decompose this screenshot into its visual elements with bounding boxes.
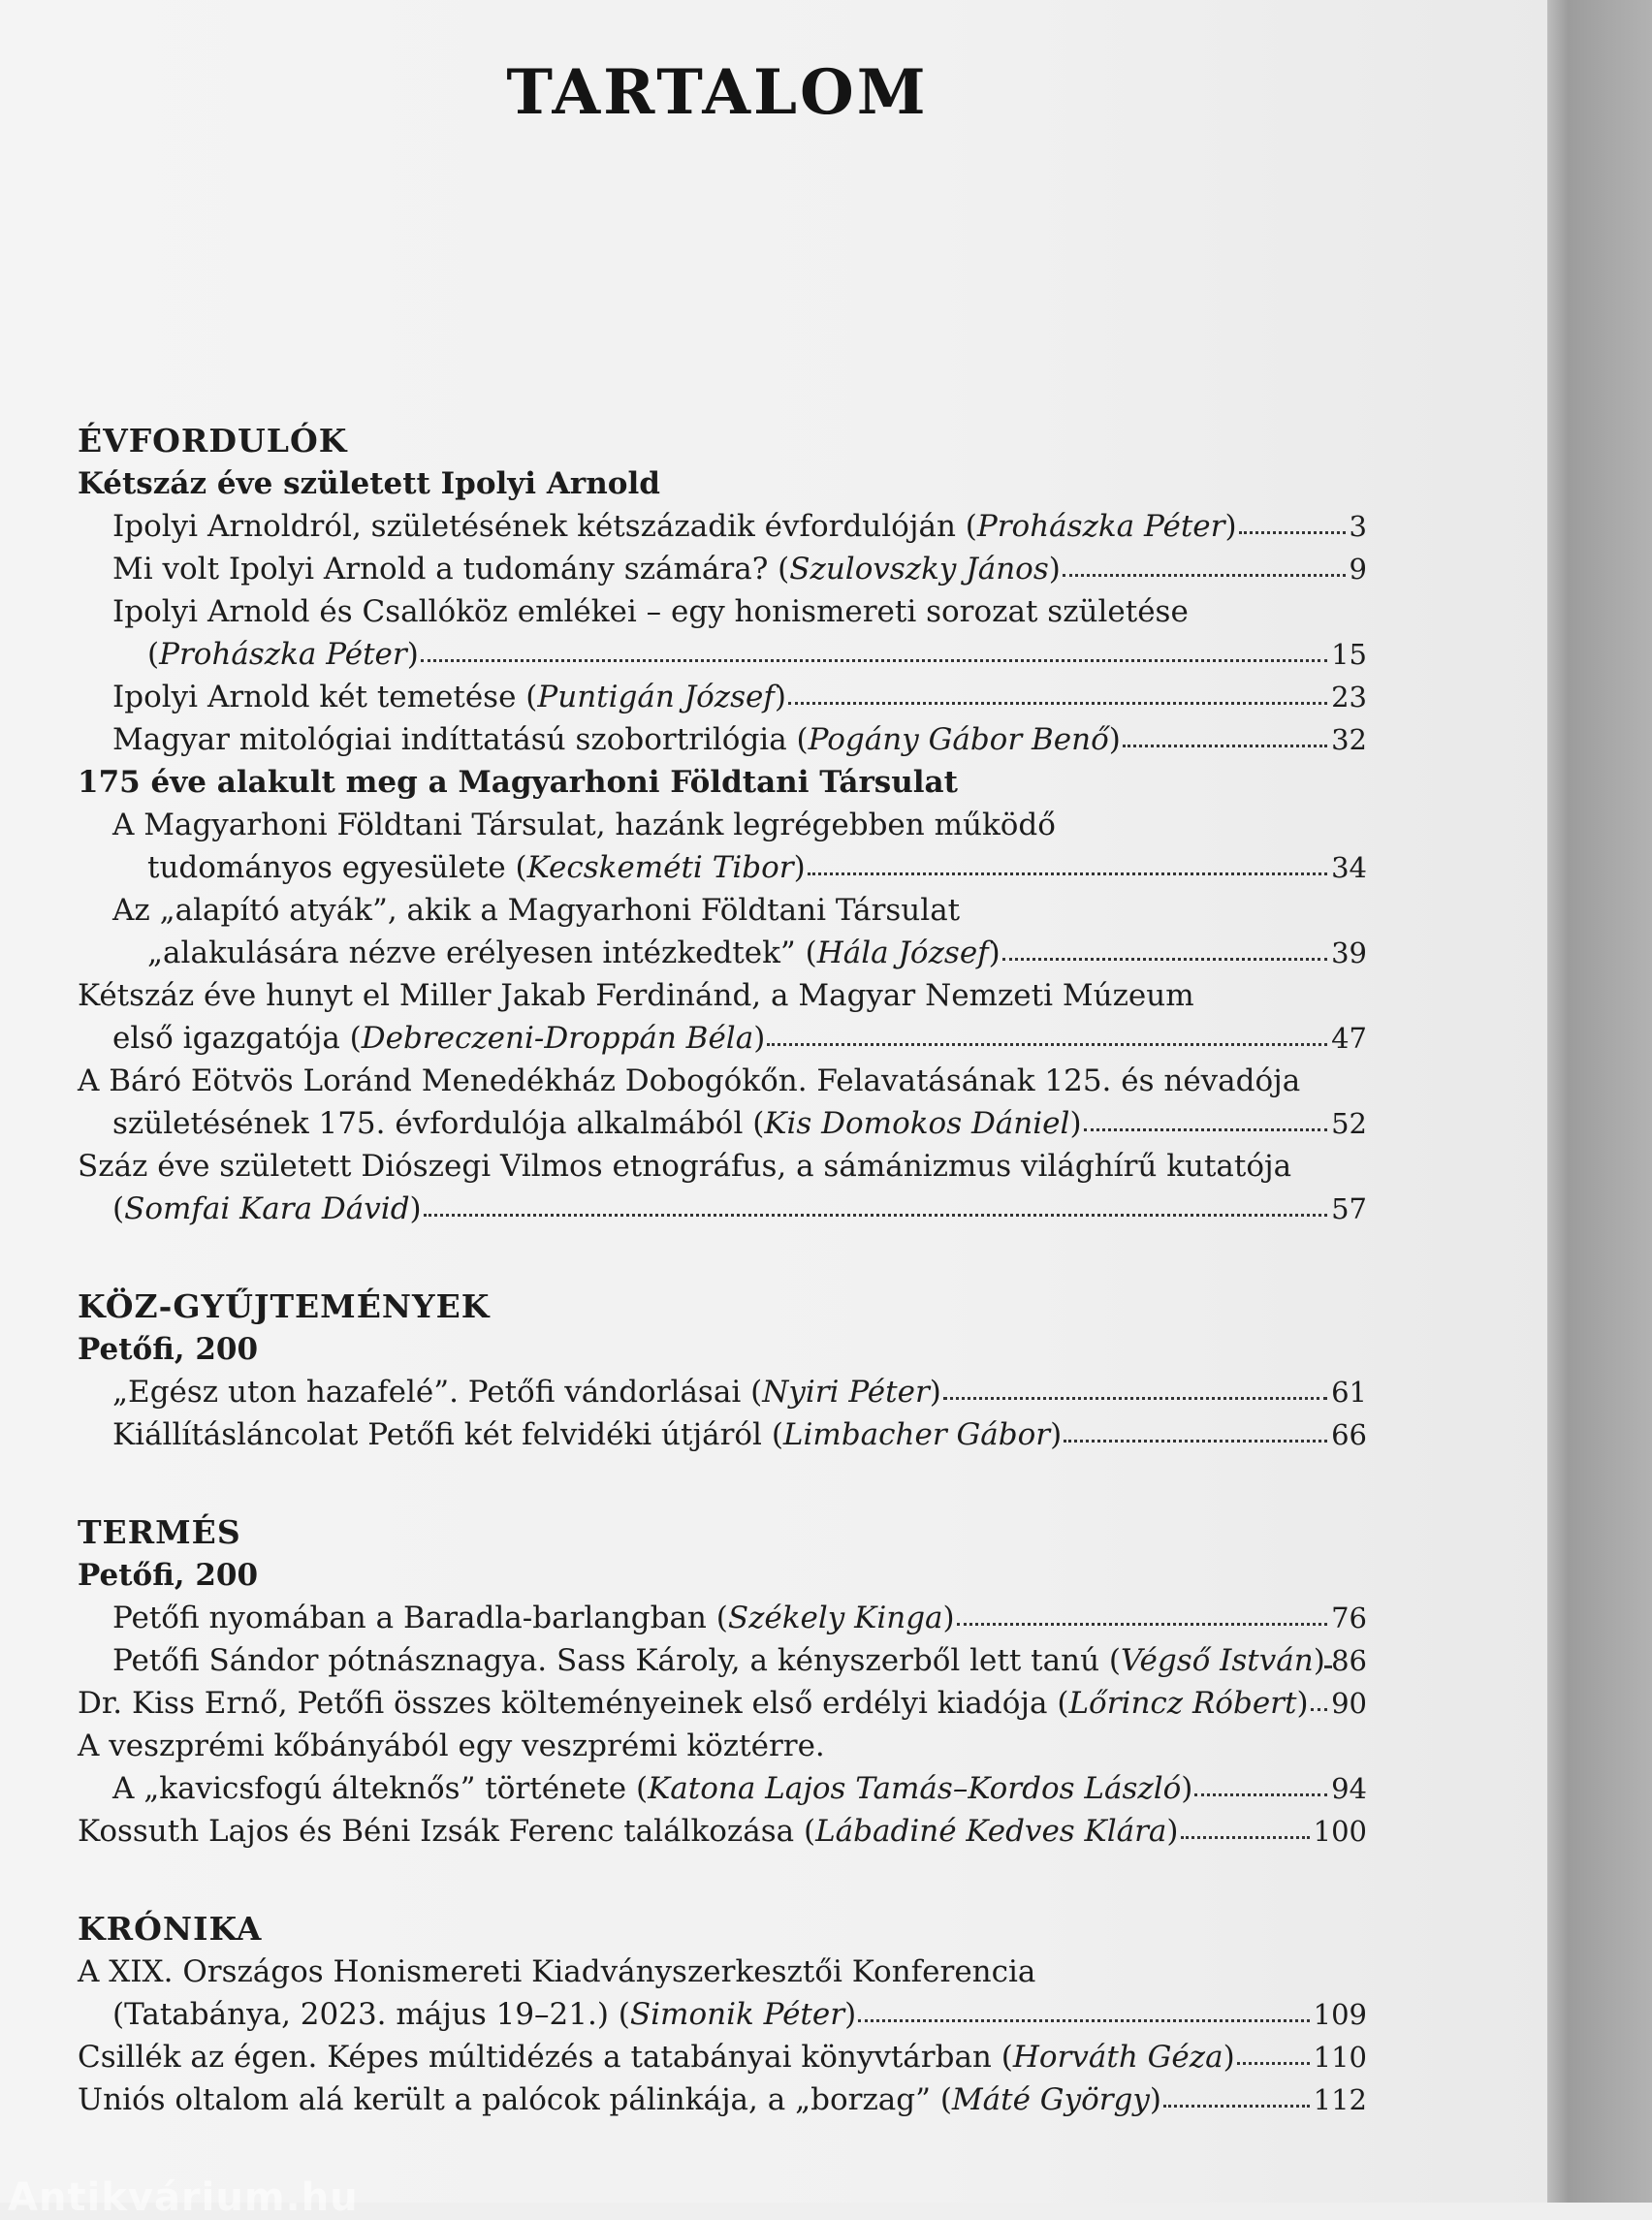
dot-leader	[1237, 2043, 1310, 2065]
entry-author: Végső István	[1121, 1643, 1314, 1678]
toc-entry[interactable]	[78, 1810, 1367, 1853]
page-number: 66	[1331, 1413, 1367, 1456]
entry-title-continuation: tudományos egyesülete (	[147, 850, 527, 885]
section-gap	[78, 1853, 1367, 1907]
closing-paren: )	[794, 850, 806, 885]
toc-entry[interactable]	[78, 1371, 1367, 1413]
page-number: 109	[1314, 1993, 1367, 2036]
dot-leader	[858, 2000, 1309, 2022]
closing-paren: )	[1050, 1417, 1062, 1452]
toc-entry[interactable]	[78, 804, 1367, 889]
page-number: 90	[1331, 1682, 1367, 1725]
dot-leader	[943, 1378, 1327, 1400]
entry-title: „Egész uton hazafelé”. Petőfi vándorlásai (	[112, 1375, 762, 1410]
entry-title: Dr. Kiss Ernő, Petőfi összes költeményeinek első erdélyi kiadója (	[78, 1686, 1068, 1721]
entry-title-continuation: első igazgatója (	[112, 1021, 362, 1056]
entry-title: A Báró Eötvös Loránd Menedékház Dobogókőn. Felavatásának 125. és névadója	[78, 1060, 1367, 1102]
entry-author: Hála József	[817, 936, 989, 970]
entry-title: Ipolyi Arnold és Csallóköz emlékei – egy honismereti sorozat születése	[78, 590, 1367, 633]
entry-author: Nyiri Péter	[762, 1375, 930, 1410]
entry-author: Kis Domokos Dániel	[764, 1106, 1069, 1141]
subsection-heading: 175 éve alakult meg a Magyarhoni Földtani Társulat	[78, 761, 1367, 804]
entry-title-continuation: születésének 175. évfordulója alkalmából (	[112, 1106, 764, 1141]
entry-text	[112, 1413, 1062, 1456]
entry-title-continuation: (	[147, 637, 159, 672]
dot-leader	[788, 682, 1327, 705]
entry-title: Kiállításláncolat Petőfi két felvidéki útjáról (	[112, 1417, 783, 1452]
entry-title: Kétszáz éve hunyt el Miller Jakab Ferdinánd, a Magyar Nemzeti Múzeum	[78, 974, 1367, 1017]
page-number: 61	[1331, 1371, 1367, 1413]
entry-author: Lőrincz Róbert	[1068, 1686, 1296, 1721]
entry-text	[147, 846, 806, 889]
toc-entry[interactable]	[78, 1682, 1367, 1725]
dot-leader	[1163, 2085, 1310, 2108]
closing-paren: )	[1109, 722, 1121, 757]
closing-paren: )	[1224, 509, 1236, 544]
entry-text	[147, 932, 1001, 974]
toc-entry[interactable]	[78, 718, 1367, 761]
closing-paren: )	[844, 1997, 856, 2032]
page-number: 110	[1314, 2036, 1367, 2078]
entry-author: Limbacher Gábor	[783, 1417, 1050, 1452]
entry-title: A XIX. Országos Honismereti Kiadványszerkesztői Konferencia	[78, 1950, 1367, 1993]
entry-text	[112, 1371, 941, 1413]
closing-paren: )	[410, 1191, 422, 1226]
closing-paren: )	[1181, 1771, 1192, 1806]
toc-entry[interactable]	[78, 590, 1367, 676]
page-number: 94	[1331, 1767, 1367, 1810]
entry-text	[112, 718, 1121, 761]
page-number: 32	[1331, 718, 1367, 761]
closing-paren: )	[1223, 2040, 1235, 2075]
closing-paren: )	[1314, 1643, 1325, 1678]
entry-title-continuation: „alakulására nézve erélyesen intézkedtek” (	[147, 936, 817, 970]
entry-author: Prohászka Péter	[977, 509, 1225, 544]
page-number: 23	[1331, 676, 1367, 718]
toc-entry[interactable]	[78, 2078, 1367, 2121]
toc-entry[interactable]	[78, 2036, 1367, 2078]
page-number: 52	[1331, 1102, 1367, 1145]
toc-entry[interactable]	[78, 1725, 1367, 1810]
section-gap	[78, 1230, 1367, 1284]
section-gap	[78, 1456, 1367, 1510]
toc-entry[interactable]	[78, 505, 1367, 548]
entry-text	[78, 2036, 1235, 2078]
entry-text	[112, 548, 1061, 590]
entry-text	[78, 2078, 1161, 2121]
dot-leader	[421, 640, 1327, 662]
closing-paren: )	[943, 1601, 955, 1635]
entry-text	[112, 1597, 955, 1639]
page-number: 112	[1314, 2078, 1367, 2121]
page-number: 100	[1314, 1810, 1367, 1853]
page-number: 57	[1331, 1188, 1367, 1230]
entry-text	[112, 1102, 1082, 1145]
toc-entry[interactable]	[78, 1145, 1367, 1230]
entry-title-continuation: (	[112, 1191, 124, 1226]
page-title: TARTALOM	[0, 56, 1435, 129]
entry-title: Mi volt Ipolyi Arnold a tudomány számára? (	[112, 552, 789, 587]
dot-leader	[1311, 1689, 1328, 1711]
entry-author: Simonik Péter	[630, 1997, 844, 2032]
entry-author: Máté György	[952, 2082, 1150, 2117]
page-number: 39	[1331, 932, 1367, 974]
entry-title: Ipolyi Arnold két temetése (	[112, 680, 537, 714]
entry-author: Székely Kinga	[728, 1601, 943, 1635]
closing-paren: )	[753, 1021, 765, 1056]
dot-leader	[1181, 1817, 1310, 1839]
closing-paren: )	[1069, 1106, 1081, 1141]
entry-title: Csillék az égen. Képes múltidézés a tatabányai könyvtárban (	[78, 2040, 1013, 2075]
subsection-heading: Petőfi, 200	[78, 1554, 1367, 1597]
entry-text	[147, 633, 419, 676]
entry-author: Pogány Gábor Benő	[809, 722, 1109, 757]
dot-leader	[1063, 555, 1346, 577]
entry-title: Az „alapító atyák”, akik a Magyarhoni Földtani Társulat	[78, 889, 1367, 932]
dot-leader	[767, 1024, 1327, 1046]
page-number: 76	[1331, 1597, 1367, 1639]
entry-author: Somfai Kara Dávid	[124, 1191, 409, 1226]
dot-leader	[424, 1194, 1327, 1217]
dot-leader	[808, 853, 1327, 875]
dot-leader	[1239, 512, 1346, 534]
section-heading: KRÓNIKA	[78, 1907, 1367, 1950]
closing-paren: )	[1296, 1686, 1308, 1721]
section-heading: KÖZ-GYŰJTEMÉNYEK	[78, 1284, 1367, 1328]
entry-text	[112, 1767, 1192, 1810]
page-number: 9	[1350, 548, 1367, 590]
entry-title: Ipolyi Arnoldról, születésének kétszázadik évfordulóján (	[112, 509, 977, 544]
subsection-heading: Petőfi, 200	[78, 1328, 1367, 1371]
dot-leader	[1194, 1774, 1327, 1796]
page-number: 86	[1331, 1639, 1367, 1682]
entry-author: Katona Lajos Tamás–Kordos László	[648, 1771, 1181, 1806]
closing-paren: )	[1049, 552, 1061, 587]
toc-entry[interactable]	[78, 1413, 1367, 1456]
closing-paren: )	[930, 1375, 941, 1410]
entry-author: Puntigán József	[537, 680, 774, 714]
page-number: 47	[1331, 1017, 1367, 1060]
toc-entry[interactable]	[78, 1950, 1367, 2036]
dot-leader	[957, 1603, 1327, 1626]
section-heading: ÉVFORDULÓK	[78, 419, 1367, 462]
entry-text	[112, 505, 1237, 548]
entry-title: Magyar mitológiai indíttatású szobortrilógia (	[112, 722, 809, 757]
entry-text	[112, 676, 786, 718]
entry-author: Kecskeméti Tibor	[527, 850, 794, 885]
entry-author: Szulovszky János	[789, 552, 1048, 587]
toc-entry[interactable]	[78, 889, 1367, 974]
dot-leader	[1064, 1420, 1327, 1443]
entry-title: A veszprémi kőbányából egy veszprémi köztérre.	[78, 1725, 1367, 1767]
closing-paren: )	[1166, 1814, 1178, 1849]
entry-text	[78, 1810, 1179, 1853]
closing-paren: )	[989, 936, 1001, 970]
subsection-heading: Kétszáz éve született Ipolyi Arnold	[78, 462, 1367, 505]
section-heading: TERMÉS	[78, 1510, 1367, 1554]
dot-leader	[1002, 938, 1327, 961]
entry-author: Lábadiné Kedves Klára	[815, 1814, 1166, 1849]
entry-title-continuation: A „kavicsfogú álteknős” története (	[112, 1771, 648, 1806]
toc-entry[interactable]	[78, 1639, 1367, 1682]
entry-text	[112, 1017, 765, 1060]
entry-title: Uniós oltalom alá került a palócok pálinkája, a „borzag” (	[78, 2082, 952, 2117]
closing-paren: )	[1150, 2082, 1161, 2117]
page-number: 34	[1331, 846, 1367, 889]
entry-text	[112, 1993, 856, 2036]
page-number: 15	[1331, 633, 1367, 676]
toc-entry[interactable]	[78, 974, 1367, 1060]
entry-author: Debreczeni-Droppán Béla	[362, 1021, 753, 1056]
entry-title: Petőfi Sándor pótnásznagya. Sass Károly, a kényszerből lett tanú (	[112, 1643, 1121, 1678]
entry-text	[112, 1639, 1325, 1682]
page-edge-shadow	[1547, 0, 1652, 2203]
closing-paren: )	[407, 637, 419, 672]
entry-title-continuation: (Tatabánya, 2023. május 19–21.) (	[112, 1997, 630, 2032]
entry-text	[78, 1682, 1309, 1725]
table-of-contents	[78, 419, 1367, 2121]
entry-title: Száz éve született Diószegi Vilmos etnográfus, a sámánizmus világhírű kutatója	[78, 1145, 1367, 1188]
watermark: Antikvárium.hu	[8, 2175, 359, 2220]
toc-entry[interactable]	[78, 1597, 1367, 1639]
entry-author: Prohászka Péter	[159, 637, 407, 672]
entry-title: Kossuth Lajos és Béni Izsák Ferenc találkozása (	[78, 1814, 815, 1849]
closing-paren: )	[775, 680, 786, 714]
dot-leader	[1123, 725, 1327, 747]
entry-title: Petőfi nyomában a Baradla-barlangban (	[112, 1601, 728, 1635]
entry-title: A Magyarhoni Földtani Társulat, hazánk legrégebben működő	[78, 804, 1367, 846]
entry-author: Horváth Géza	[1013, 2040, 1223, 2075]
dot-leader	[1084, 1109, 1328, 1131]
page-number: 3	[1350, 505, 1367, 548]
toc-entry[interactable]	[78, 1060, 1367, 1145]
toc-entry[interactable]	[78, 548, 1367, 590]
entry-text	[112, 1188, 422, 1230]
toc-entry[interactable]	[78, 676, 1367, 718]
